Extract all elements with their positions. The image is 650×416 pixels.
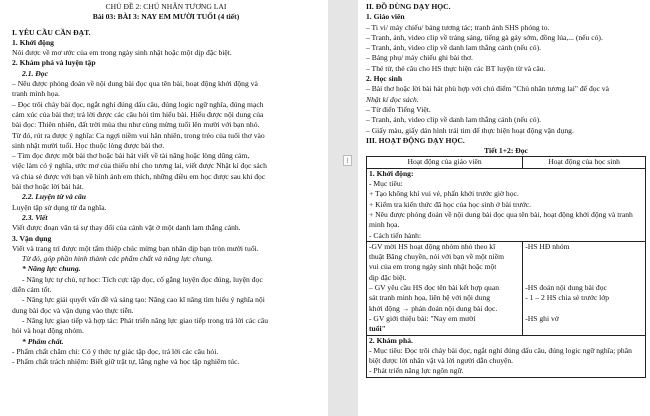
text-line: - Phẩm chất trách nhiệm: Biết giữ trật tự, lắng nghe và học tập nghiêm túc. — [12, 357, 240, 367]
text-line: Viết được đoạn văn tả sự thay đổi của cảnh vật ở một danh lam thắng cảnh. — [12, 223, 241, 233]
text-line: – Giấy màu, giấy dán hình trái tim để thực hiện hoạt động vận dụng. — [366, 125, 574, 135]
text-line: – Bảng phụ/ máy chiếu ghi bài thơ. — [366, 53, 473, 63]
text-line — [525, 304, 643, 314]
text-line: 2. Học sinh — [366, 74, 403, 84]
text-line: – Bài thơ hoặc lời bài hát phù hợp với chủ điểm "Chủ nhân tương lai" để đọc và — [366, 84, 609, 94]
text-line: -HS đoán nội dung bài đọc — [525, 283, 607, 293]
table-move-handle-icon[interactable]: ⁞ — [343, 155, 352, 166]
text-line: - Năng lực giải quyết vấn đề và sáng tạo: Nâng cao kĩ năng tìm hiểu ý nghĩa nội — [22, 295, 265, 305]
text-line: III. HOẠT ĐỘNG DẠY HỌC. — [366, 135, 465, 145]
teacher-activity-header: Hoạt động của giáo viên — [367, 157, 523, 168]
text-line: sát tranh minh họa, liên hệ với nội dung — [369, 293, 491, 303]
text-line: -HS HĐ nhóm — [525, 241, 570, 251]
student-activity-cell — [523, 241, 646, 335]
text-line: – Tranh, ảnh, video clip về tráng sáng, tiếng gà gáy sớm, đồng lúa,... (nếu có). — [366, 32, 603, 42]
text-line: – Tranh, ảnh, video clip về danh lam thắng cảnh (nếu có). — [366, 43, 542, 53]
text-line: - Phẩm chất chăm chỉ: Có ý thức tự giác tập đọc, trả lời các câu hỏi. — [12, 346, 219, 356]
text-line: - Mục tiêu: — [369, 179, 403, 189]
text-line: - Năng lực tự chủ, tự học: Tích cực tập đọc, cố gắng luyện đọc đúng, luyện đọc — [22, 274, 263, 284]
text-line: – Tranh, ảnh, video clip về danh lam thắng cảnh (nếu có). — [366, 115, 542, 125]
text-line: Luyện tập sử dụng từ đa nghĩa. — [12, 202, 107, 212]
text-line: diễn cảm tốt. — [12, 285, 52, 295]
text-line: – Thẻ từ, thẻ câu cho HS thực hiện các BT luyện từ và câu. — [366, 63, 546, 73]
lesson-activity-table — [366, 156, 646, 377]
text-line: – Nêu được phỏng đoán về nội dung bài đọc qua tên bài, hoạt động khởi động và — [12, 79, 258, 89]
right-page-body — [366, 2, 646, 156]
text-line: 1. Khởi động: — [369, 168, 414, 178]
text-line: I. YÊU CẦU CẦN ĐẠT. — [12, 27, 91, 37]
text-line: – Ti vi/ máy chiếu/ bảng tương tác; tranh ảnh SHS phóng to. — [366, 22, 550, 32]
text-line: và chia sẻ được với bạn về hình ảnh em thích, những điều em học được sau khi đọc — [12, 171, 266, 181]
text-line: + Nêu được phỏng đoán về nội dung bài đọc qua tên bài, hoạt động khởi động và tranh — [369, 209, 633, 219]
text-line: + Tạo không khí vui vẻ, phấn khởi trước giờ học. — [369, 189, 519, 199]
text-line — [525, 252, 643, 262]
text-line: - Phát triển năng lực ngôn ngữ. — [369, 366, 464, 376]
text-line: sinh nhật mười tuổi. Học thuộc lòng được bài thơ. — [12, 140, 165, 150]
text-line: – GV yêu cầu HS đọc tên bài kết hợp quan — [369, 283, 499, 293]
table-row — [367, 168, 646, 241]
text-line: 3. Vận dụng — [12, 233, 52, 243]
text-line: – Đọc trôi chảy bài đọc, ngắt nghỉ đúng dấu câu, đúng logic ngữ nghĩa, đúng mạch — [12, 99, 264, 109]
text-line: biệt được lời nhân vật và lời người dẫn chuyện. — [369, 356, 514, 366]
table-row — [367, 241, 646, 335]
text-line: Tiết 1+2: Đọc — [484, 146, 528, 156]
text-line: 2.1. Đọc — [22, 68, 48, 78]
text-line: * Phẩm chất. — [22, 336, 64, 346]
text-line: 2. Khám phá và luyện tập — [12, 58, 96, 68]
text-line: vui của em trong ngày sinh nhật hoặc một — [369, 262, 497, 272]
text-line: -HS ghi vở — [525, 313, 559, 323]
text-line: Nhật kí đọc sách. — [366, 94, 419, 104]
text-line: - GV giới thiệu bài: "Nay em mười — [369, 313, 476, 323]
text-line: - 1 – 2 HS chia sẻ trước lớp — [525, 293, 610, 303]
text-line: việc làm có ý nghĩa, ước mơ của thiếu nhi cho tương lai, viết được Nhật kí đọc sách — [12, 161, 267, 171]
text-line: Từ đó, rút ra được ý nghĩa: Ca ngợi niềm vui hân nhiên, trong trẻo của tuổi thơ vào — [12, 130, 265, 140]
text-line: 2.3. Viết — [22, 212, 48, 222]
text-line: Từ đó, góp phần hình thành các phẩm chất và năng lực chung. — [22, 254, 213, 264]
table-header-row — [367, 157, 646, 168]
text-line: dung bài đọc và vận dụng vào thực tiễn. — [12, 305, 134, 315]
text-line: Nói được về mơ ước của em trong ngày sinh nhật hoặc một dịp đặc biệt. — [12, 48, 232, 58]
text-line: khởi động → phán đoán nội dung bài đọc. — [369, 303, 498, 313]
teacher-activity-cell — [367, 241, 523, 335]
text-line: - Mục tiêu: Đọc trôi chảy bài đọc, ngắt nghỉ đúng dấu câu, đúng logic ngữ nghĩa; phân — [369, 345, 632, 355]
text-line: bài thơ hoặc lời bài hát. — [12, 182, 84, 192]
text-line: 1. Giáo viên — [366, 12, 405, 22]
text-line: dịp đặc biệt. — [369, 272, 407, 282]
student-activity-header: Hoạt động của học sinh — [523, 157, 646, 168]
text-line: + Kiểm tra kiến thức đã học của học sinh ở bài trước. — [369, 199, 532, 209]
right-document-page — [358, 0, 650, 416]
text-line: – Tìm đọc được một bài thơ hoặc bài hát viết về tài năng hoặc lòng dũng cảm, — [12, 151, 250, 161]
text-line: minh họa. — [369, 220, 400, 230]
table-row — [367, 335, 646, 377]
text-line: II. ĐỒ DÙNG DẠY HỌC. — [366, 2, 451, 11]
text-line: 2. Khám phá. — [369, 335, 413, 345]
text-line: thuật Băng chuyền, nói với bạn về một niềm — [369, 252, 504, 262]
text-line: * Năng lực chung. — [22, 264, 81, 274]
text-line: – Từ điển Tiếng Việt. — [366, 104, 431, 114]
text-line: cảm xúc của bài thơ; trả lời được các câu hỏi tìm hiểu bài. Hiểu được nội dung của — [12, 109, 264, 119]
text-line: -GV mời HS hoạt động nhóm nhỏ theo kĩ — [369, 241, 496, 251]
text-line: 1. Khởi động — [12, 37, 54, 47]
text-line: tranh minh họa. — [12, 89, 60, 99]
text-line: bài đọc: Thiên nhiên, đất trời mùa thu như cùng mừng tuổi lên mười với bạn nhỏ. — [12, 120, 260, 130]
text-line: 2.2. Luyện từ và câu — [22, 192, 87, 202]
table-cell — [367, 335, 646, 377]
text-line: CHỦ ĐỀ 2: CHÚ NHÂN TƯƠNG LAI — [105, 2, 227, 11]
text-line: Bài 03: BÀI 3: NAY EM MƯỜI TUỔI (4 tiết) — [92, 12, 240, 22]
table-cell — [367, 168, 646, 241]
text-line: tuổi" — [369, 324, 386, 334]
text-line: - Năng lực giao tiếp và hợp tác: Phát triển năng lực giao tiếp trong trả lời các câu — [22, 315, 269, 325]
text-line: hỏi và hoạt động nhóm. — [12, 326, 84, 336]
text-line — [525, 273, 643, 283]
text-line: Viết và trang trí được một tấm thiệp chúc mừng bạn nhân dịp bạn tròn mười tuổi. — [12, 243, 259, 253]
text-line — [525, 262, 643, 272]
text-line: - Cách tiến hành: — [369, 230, 422, 240]
